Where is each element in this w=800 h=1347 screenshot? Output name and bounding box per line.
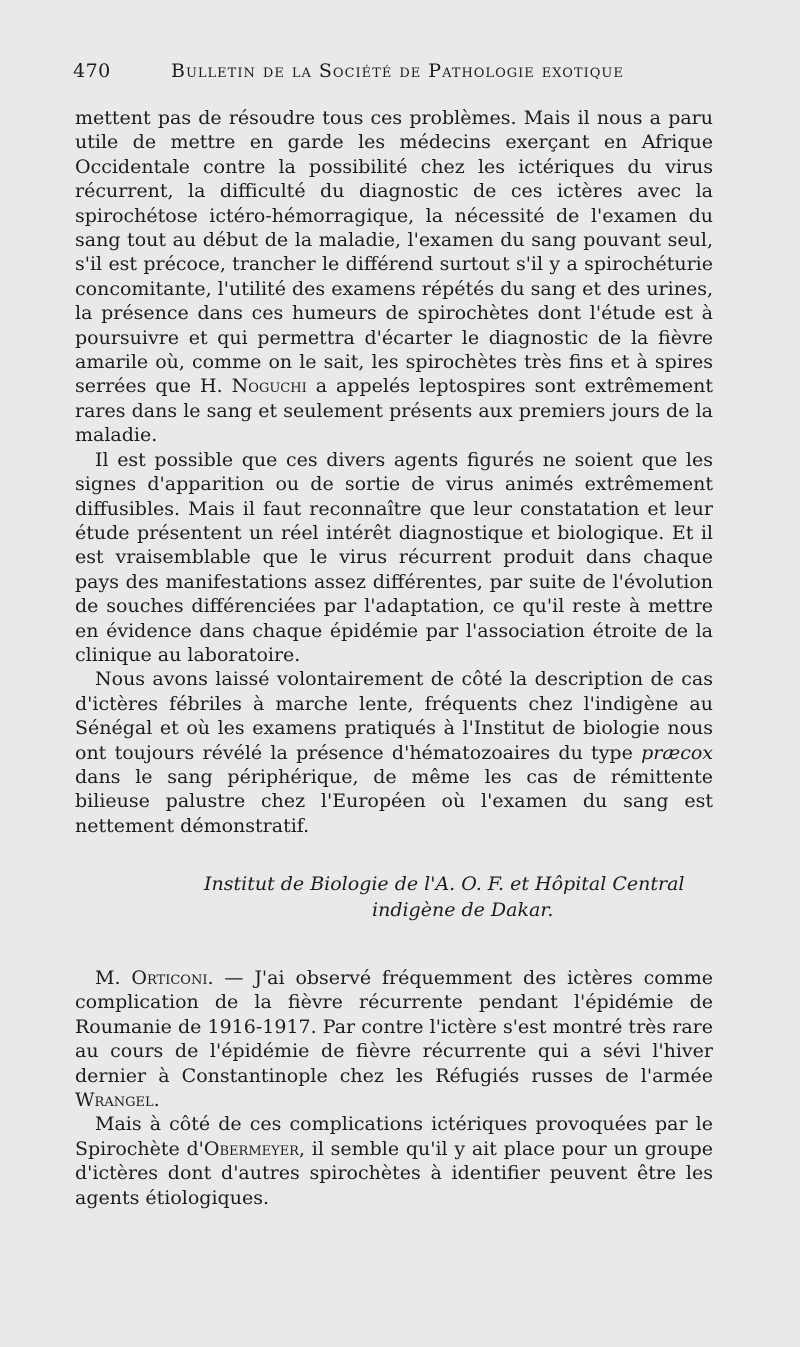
- running-title: Bulletin de la Société de Pathologie exotique: [171, 60, 624, 82]
- paragraph-4: M. Orticoni. — J'ai observé fréquemment des ictères comme complication de la fièvre récurrente pendant l'épidémie de Roumanie de 1916-1917. Par contre l'ictère s'est montré très rare au cours de l'épidémie de fièvre récurrente qui a sévi l'hiver dernier à Constantinople chez les Réfugiés russes de l'armée Wrangel.: [75, 967, 714, 1112]
- paragraph-5: Mais à côté de ces complications ictériques provoquées par le Spirochète d'Obermeyer, il semble qu'il y ait place pour un groupe d'ictères dont d'autres spirochètes à identifier peuvent être les agents étiologiques.: [75, 1113, 713, 1209]
- italic-term: præcox: [641, 741, 714, 764]
- main-text: [75, 106, 713, 838]
- signoff-line-2: indigène de Dakar.: [372, 899, 554, 921]
- author-name-noguchi: Noguchi: [231, 375, 307, 398]
- page-number: 470: [73, 60, 111, 82]
- name-obermeyer: Obermeyer,: [203, 1137, 306, 1160]
- page-header: [73, 60, 733, 88]
- speaker-name: Orticoni.: [131, 967, 214, 989]
- paragraph-3: Nous avons laissé volontairement de côté la description de cas d'ictères fébriles à marche lente, fréquents chez l'indigène au Sénégal et où les examens pratiqués à l'Institut de biologie nous ont toujours révélé la présence d'hématozoaires du type præcox dans le sang périphérique, de même les cas de rémittente bilieuse palustre chez l'Européen où l'examen du sang est nettement démonstratif.: [75, 668, 714, 837]
- paragraph-1: mettent pas de résoudre tous ces problèmes. Mais il nous a paru utile de mettre en garde les médecins exerçant en Afrique Occidentale contre la possibilité chez les ictériques du virus récurrent, la difficulté du diagnostic de ces ictères avec la spirochétose ictéro-hémorragique, la nécessité de l'examen du sang tout au début de la maladie, l'examen du sang pouvant seul, s'il est précoce, trancher le différend surtout s'il y a spirochéturie concomitante, l'utilité des examens répétés du sang et des urines, la présence dans ces humeurs de spirochètes dont l'étude est à poursuivre et qui permettra d'écarter le diagnostic de la fièvre amarile où, comme on le sait, les spirochètes très fins et à spires serrées que H. Noguchi a appelés leptospires sont extrêmement rares dans le sang et seulement présents aux premiers jours de la maladie.: [75, 107, 713, 447]
- discussion-text: [75, 966, 713, 1210]
- paragraph-2: Il est possible que ces divers agents figurés ne soient que les signes d'apparition ou de sortie de virus animés extrêmement diffusibles. Mais il faut reconnaître que leur constatation et leur étude présentent un réel intérêt diagnostique et biologique. Et il est vraisemblable que le virus récurrent produit dans chaque pays des manifestations assez différentes, par suite de l'évolution de souches différenciées par l'adaptation, ce qu'il reste à mettre en évidence dans chaque épidémie par l'association étroite de la clinique au laboratoire.: [75, 448, 713, 666]
- signoff-line-1: Institut de Biologie de l'A. O. F. et Hôpital Central: [204, 873, 685, 895]
- name-wrangel: Wrangel.: [75, 1089, 160, 1112]
